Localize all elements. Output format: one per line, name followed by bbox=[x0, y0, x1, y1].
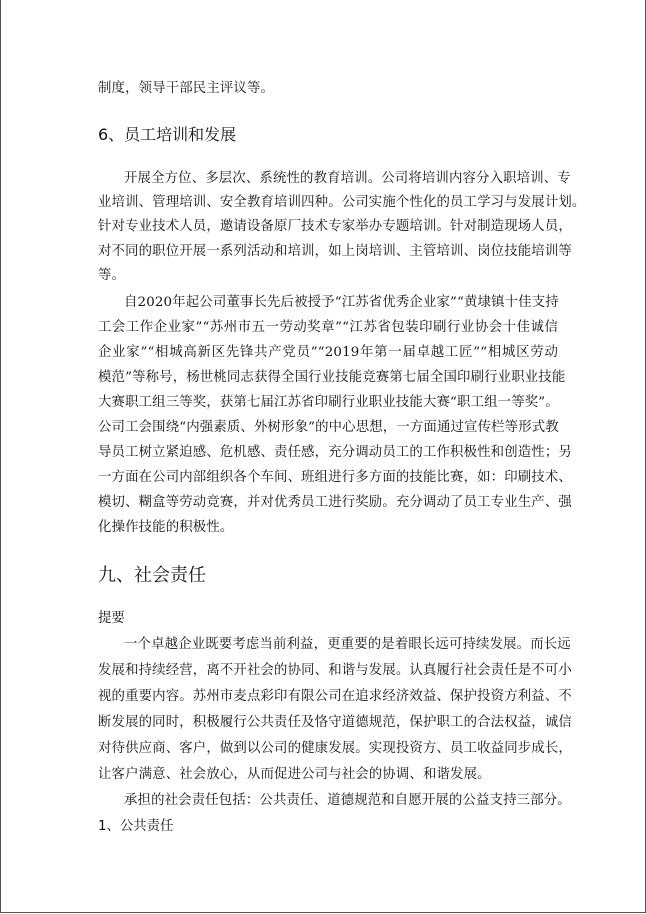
text-line: 承担的社会责任包括：公共责任、道德规范和自愿开展的公益支持三部分。 bbox=[124, 793, 571, 808]
text-line: 大赛职工组三等奖，获第七届江苏省印刷行业职业技能大赛“职工组一等奖”。 bbox=[98, 395, 559, 410]
text-line: 对待供应商、客户，做到以公司的健康发展。实现投资方、员工收益同步成长， bbox=[98, 741, 572, 756]
text-line: 工会工作企业家”“苏州市五一劳动奖章”“江苏省包装印刷行业协会十佳诚信 bbox=[98, 320, 558, 335]
chapter-heading-social-responsibility: 九、社会责任 bbox=[98, 565, 206, 586]
text-line: 发展和持续经营，离不开社会的协同、和谐与发展。认真履行社会责任是不可小 bbox=[98, 663, 572, 678]
text-line: 模范”等称号，杨世桃同志获得全国行业技能竞赛第七届全国印刷行业职业技能 bbox=[98, 370, 566, 385]
text-line: 自2020年起公司董事长先后被授予“江苏省优秀企业家”“黄埭镇十佳支持 bbox=[124, 295, 559, 310]
text-line: 视的重要内容。苏州市麦点彩印有限公司在追求经济效益、保护投资方利益、不 bbox=[98, 689, 572, 704]
text-line: 导员工树立紧迫感、危机感、责任感，充分调动员工的工作积极性和创造性；另 bbox=[98, 445, 572, 460]
section-heading-training: 6、员工培训和发展 bbox=[98, 125, 237, 144]
text-line: 企业家”“相城高新区先锋共产党员”“2019年第一届卓越工匠”“相城区劳动 bbox=[98, 345, 558, 360]
subheading-public-responsibility: 1、公共责任 bbox=[98, 819, 174, 834]
text-line: 一个卓越企业既要考虑当前利益，更重要的是着眼长远可持续发展。而长远 bbox=[124, 637, 571, 652]
text-line: 对不同的职位开展一系列活动和培训，如上岗培训、主管培训、岗位技能培训等 bbox=[98, 244, 572, 259]
previous-paragraph-tail: 制度，领导干部民主评议等。 bbox=[98, 81, 275, 96]
text-line: 一方面在公司内部组织各个车间、班组进行多方面的技能比赛，如：印刷技术、 bbox=[98, 470, 572, 485]
text-line: 等。 bbox=[98, 268, 126, 283]
text-line: 业培训、管理培训、安全教育培训四种。公司实施个性化的员工学习与发展计划。 bbox=[98, 195, 586, 210]
text-line: 针对专业技术人员，邀请设备原厂技术专家举办专题培训。针对制造现场人员， bbox=[98, 219, 572, 234]
text-line: 让客户满意、社会放心，从而促进公司与社会的协调、和谐发展。 bbox=[98, 767, 491, 782]
text-line: 断发展的同时，积极履行公共责任及恪守道德规范，保护职工的合法权益，诚信 bbox=[98, 715, 572, 730]
text-line: 模切、糊盒等劳动竞赛，并对优秀员工进行奖励。充分调动了员工专业生产、强 bbox=[98, 495, 572, 510]
text-line: 公司工会围绕“内强素质、外树形象”的中心思想，一方面通过宣传栏等形式教 bbox=[98, 420, 559, 435]
text-line: 化操作技能的积极性。 bbox=[98, 520, 234, 535]
text-line: 开展全方位、多层次、系统性的教育培训。公司将培训内容分入职培训、专 bbox=[124, 171, 571, 186]
summary-label: 提要 bbox=[98, 611, 125, 626]
